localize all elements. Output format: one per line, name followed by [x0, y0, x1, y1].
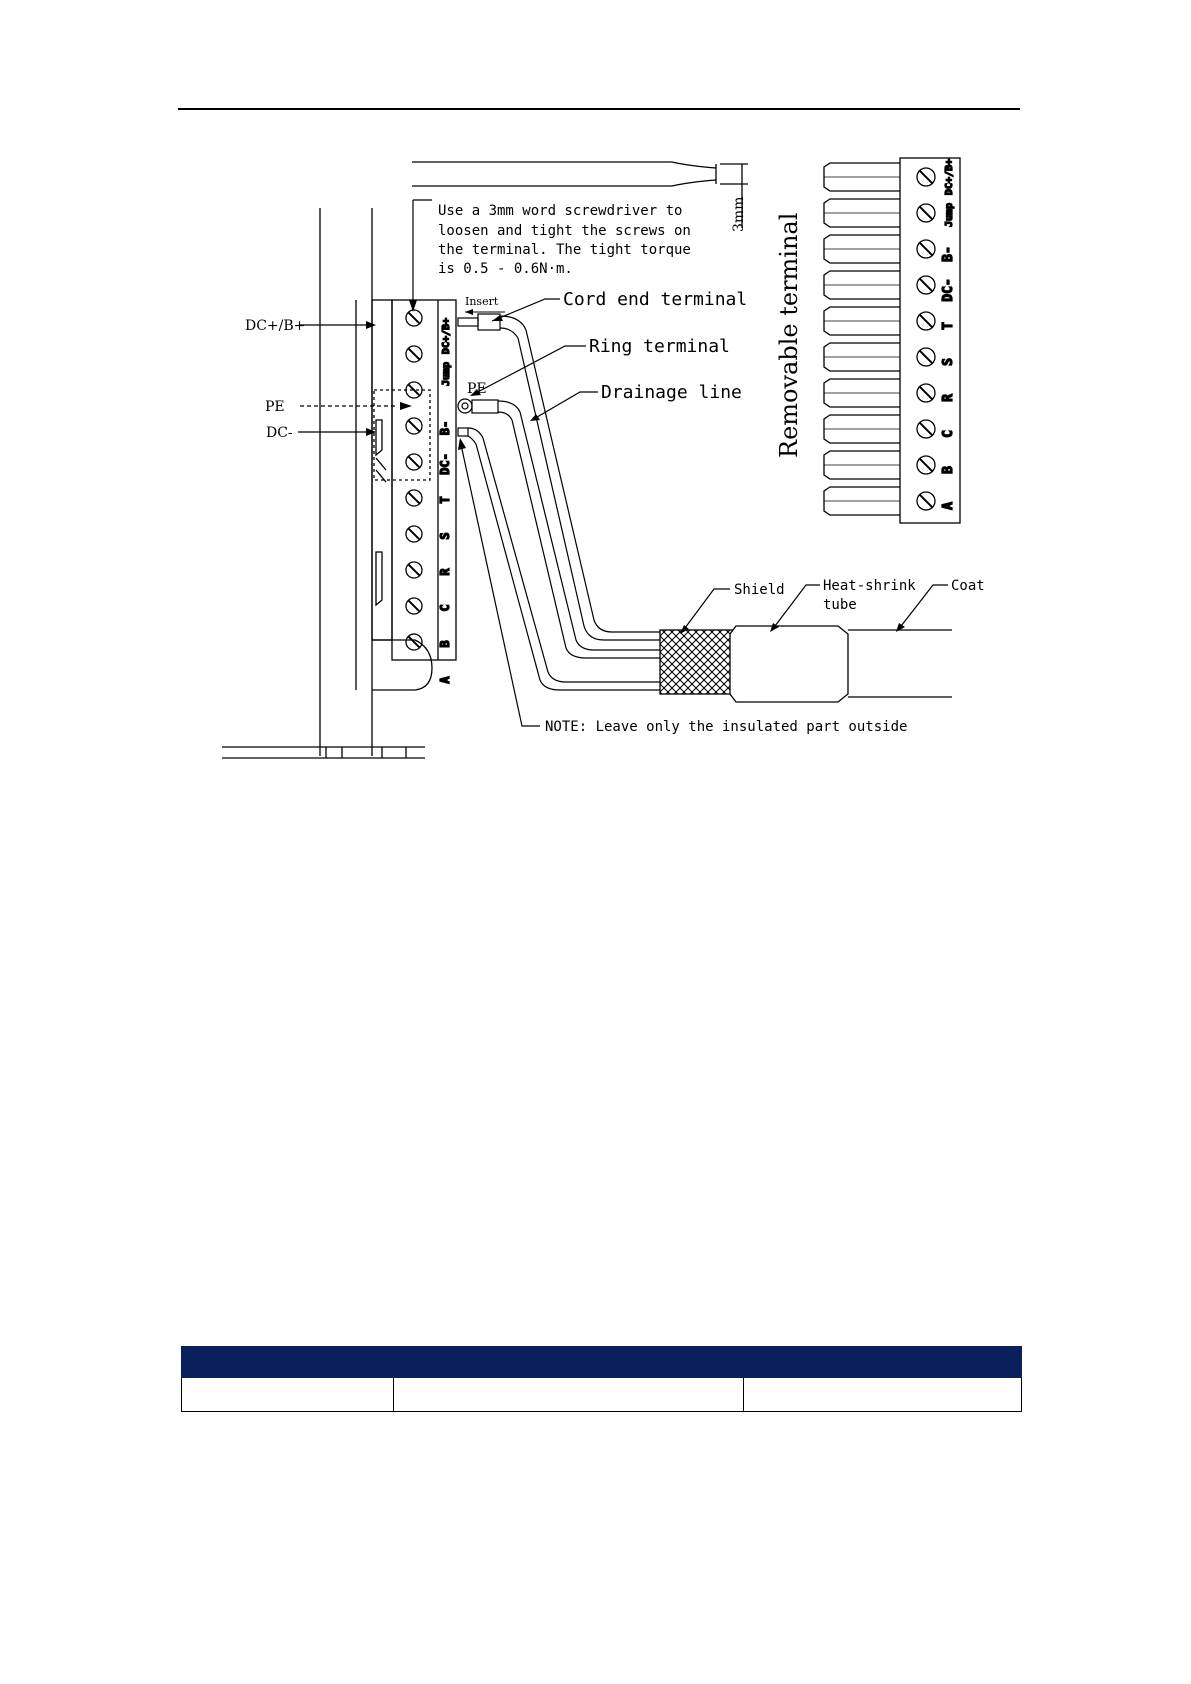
pe-arrow: [400, 402, 412, 410]
coat-label: Coat: [951, 578, 985, 594]
terminal-screw: [406, 310, 422, 326]
terminal-label: DC+/B+: [944, 158, 955, 196]
table-cell: [182, 1378, 394, 1412]
terminal-jump-label: Jump: [944, 202, 955, 228]
table-cell: [744, 1378, 1022, 1412]
terminal-screw: [917, 276, 935, 294]
shield-label: Shield: [734, 582, 785, 598]
terminal-label: DC+/B+: [441, 317, 452, 355]
ring-terminal-label: Ring terminal: [589, 336, 730, 357]
terminal-jump-label: Jump: [441, 361, 452, 387]
dc-plus-label: DC+/B+: [245, 318, 306, 334]
terminal-label: R: [438, 568, 452, 576]
table-header-cell: [744, 1347, 1022, 1378]
table-row: [182, 1378, 1022, 1412]
terminal-label: R: [941, 394, 956, 402]
dc-minus-label: DC-: [266, 425, 293, 441]
terminal-screw: [917, 348, 935, 366]
terminal-screw: [406, 598, 422, 614]
terminal-screw: [917, 492, 935, 510]
spec-table: [181, 1346, 1022, 1412]
insert-arrow: [465, 309, 473, 315]
insert-label: Insert: [465, 295, 499, 308]
ring-terminal: [458, 399, 520, 420]
terminal-screw: [917, 204, 935, 222]
terminal-screw: [917, 384, 935, 402]
removable-terminal-label: Removable terminal: [775, 212, 803, 458]
note-leader-bottom: [460, 440, 540, 726]
dim-3mm-label: 3mm: [731, 196, 747, 232]
terminal-screw: [406, 490, 422, 506]
terminal-screw: [917, 420, 935, 438]
table-cell: [394, 1378, 744, 1412]
terminal-label: A: [941, 502, 956, 510]
screwdriver-note-line-2: loosen and tight the screws on: [438, 223, 691, 239]
terminal-label: B: [941, 466, 956, 474]
table-header-cell: [182, 1347, 394, 1378]
terminal-label: A: [438, 676, 452, 684]
terminal-label: B-: [941, 246, 956, 262]
terminal-label: B: [438, 640, 452, 648]
pe-top-label: PE: [467, 381, 487, 397]
table-header-cell: [394, 1347, 744, 1378]
terminal-label: S: [941, 358, 956, 366]
heat-shrink-label-2: tube: [823, 597, 857, 613]
heat-shrink-tube: [730, 626, 848, 702]
device-enclosure: [222, 208, 432, 758]
pe-left-label: PE: [265, 399, 285, 415]
removable-terminal-block: [824, 158, 960, 523]
terminal-label: T: [438, 496, 452, 504]
terminal-label: T: [941, 322, 956, 330]
screwdriver-note-line-4: is 0.5 - 0.6N·m.: [438, 261, 573, 277]
terminal-label: C: [941, 430, 956, 438]
dc-plus-arrow: [366, 321, 376, 329]
terminal-label: S: [438, 532, 452, 540]
drainage-line-label: Drainage line: [601, 382, 742, 403]
terminal-screw: [406, 526, 422, 542]
terminal-label: DC-: [941, 278, 956, 302]
terminal-screw: [406, 562, 422, 578]
terminal-label: B-: [438, 420, 452, 436]
heat-shrink-label-1: Heat-shrink: [823, 578, 916, 594]
terminal-label: DC-: [438, 453, 452, 475]
terminal-label: C: [438, 604, 452, 612]
wiring-diagram: [0, 0, 1191, 800]
terminal-screw: [406, 382, 422, 398]
screwdriver-note-line-1: Use a 3mm word screwdriver to: [438, 203, 683, 219]
terminal-screw: [917, 456, 935, 474]
bottom-note: NOTE: Leave only the insulated part outside: [545, 719, 908, 735]
screwdriver-note-line-3: the terminal. The tight torque: [438, 242, 691, 258]
table-header-row: [182, 1347, 1022, 1378]
terminal-screw: [917, 168, 935, 186]
cable-shield: [660, 630, 736, 694]
terminal-screw: [406, 418, 422, 434]
terminal-screw: [406, 454, 422, 470]
terminal-screw: [406, 346, 422, 362]
cord-end-terminal: [458, 314, 526, 338]
mounted-terminal-block: [374, 300, 456, 684]
terminal-screw: [917, 312, 935, 330]
terminal-screw: [917, 240, 935, 258]
cord-end-terminal-label: Cord end terminal: [563, 289, 748, 310]
